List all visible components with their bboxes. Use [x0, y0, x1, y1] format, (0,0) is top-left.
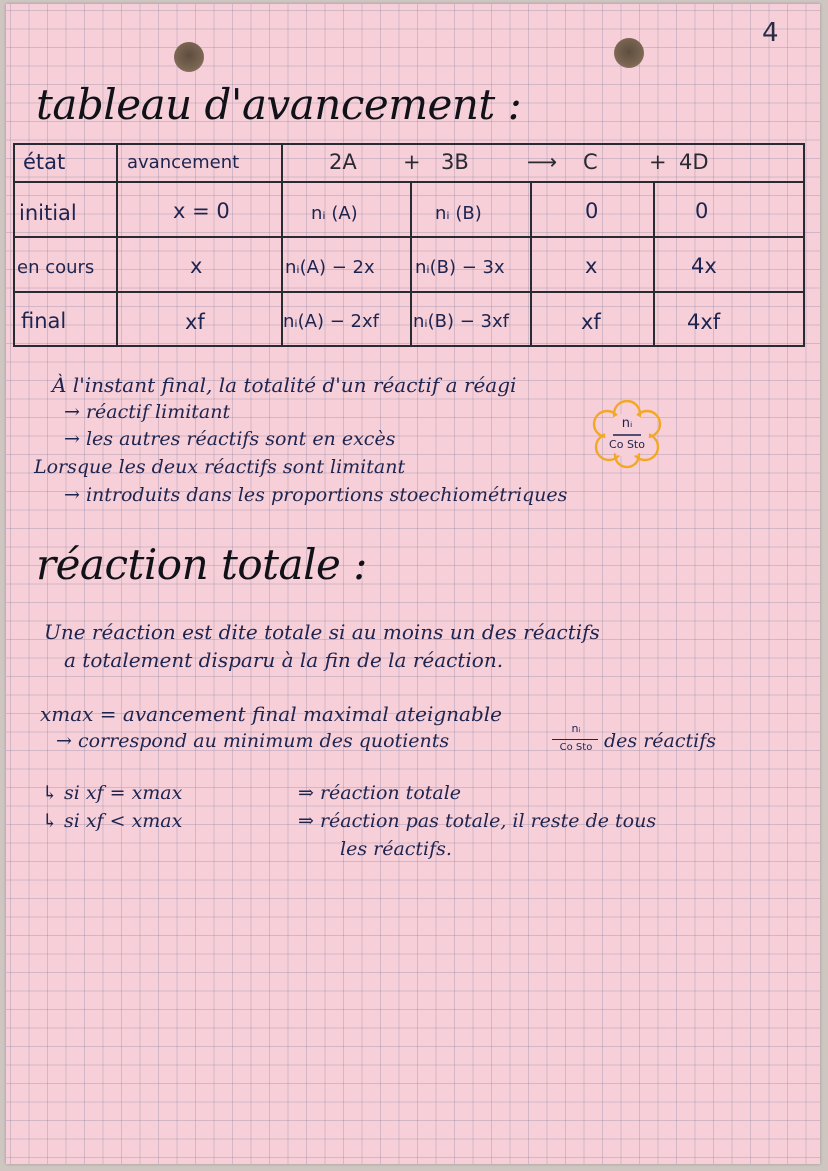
case-continuation: les réactifs.	[340, 838, 452, 860]
row-progress-initial: x = 0	[173, 199, 230, 223]
case-result: ⇒ réaction pas totale, il reste de tous	[298, 810, 657, 832]
note-line: → les autres réactifs sont en excès	[64, 428, 396, 450]
case-condition: ↳ si xf = xmax	[42, 782, 183, 804]
definition-line: a totalement disparu à la fin de la réaction.	[64, 648, 504, 672]
note-line: À l'instant final, la totalité d'un réactif a réagi	[52, 373, 517, 397]
note-line: → réactif limitant	[64, 401, 231, 423]
quotient-numerator: nᵢ	[571, 722, 581, 735]
section-title-tableau: tableau d'avancement :	[36, 80, 522, 129]
cell-D-en-cours: 4x	[691, 254, 717, 278]
cell-A-en-cours: nᵢ(A) − 2x	[285, 257, 375, 278]
case-result: ⇒ réaction totale	[298, 782, 462, 804]
xmax-suffix: des réactifs	[604, 730, 716, 752]
fraction-bar	[552, 739, 598, 740]
xmax-definition: xmax = avancement final maximal ateignable	[40, 702, 503, 726]
cell-D-initial: 0	[695, 199, 709, 223]
cell-B-final: nᵢ(B) − 3xf	[413, 311, 509, 332]
reaction-arrow: ⟶	[527, 150, 558, 174]
row-state-final: final	[21, 309, 67, 333]
definition-line: Une réaction est dite totale si au moins un des réactifs	[44, 620, 600, 644]
cell-A-final: nᵢ(A) − 2xf	[283, 311, 379, 332]
note-line: → introduits dans les proportions stoechiométriques	[64, 484, 568, 506]
plus-sign: +	[403, 150, 421, 174]
cell-B-initial: nᵢ (B)	[435, 203, 482, 224]
cell-A-initial: nᵢ (A)	[311, 203, 358, 224]
species-2A: 2A	[329, 150, 357, 174]
header-progress: avancement	[127, 152, 240, 173]
row-progress-en-cours: x	[190, 254, 203, 278]
species-4D: 4D	[679, 150, 709, 174]
plus-sign: +	[649, 150, 667, 174]
cell-C-final: xf	[581, 310, 601, 334]
flower-numerator: nᵢ	[621, 416, 633, 431]
page-number: 4	[762, 18, 779, 48]
row-state-en-cours: en cours	[17, 257, 95, 278]
header-state: état	[23, 150, 66, 174]
flower-doodle	[585, 400, 669, 470]
progress-table	[13, 143, 805, 347]
cell-C-initial: 0	[585, 199, 599, 223]
punch-hole-left	[174, 42, 204, 72]
flower-denominator: Co Sto	[609, 438, 645, 451]
quotient-denominator: Co Sto	[559, 742, 593, 753]
note-line: Lorsque les deux réactifs sont limitant	[34, 456, 406, 478]
xmax-subline: → correspond au minimum des quotients	[56, 730, 450, 752]
cell-B-en-cours: nᵢ(B) − 3x	[415, 257, 505, 278]
row-progress-final: xf	[185, 310, 205, 334]
punch-hole-right	[614, 38, 644, 68]
flower-icon	[585, 400, 669, 470]
cell-D-final: 4xf	[687, 310, 721, 334]
row-state-initial: initial	[19, 201, 77, 225]
case-condition: ↳ si xf < xmax	[42, 810, 183, 832]
cell-C-en-cours: x	[585, 254, 598, 278]
species-3B: 3B	[441, 150, 469, 174]
species-C: C	[583, 150, 598, 174]
section-title-reaction-totale: réaction totale :	[36, 540, 367, 589]
